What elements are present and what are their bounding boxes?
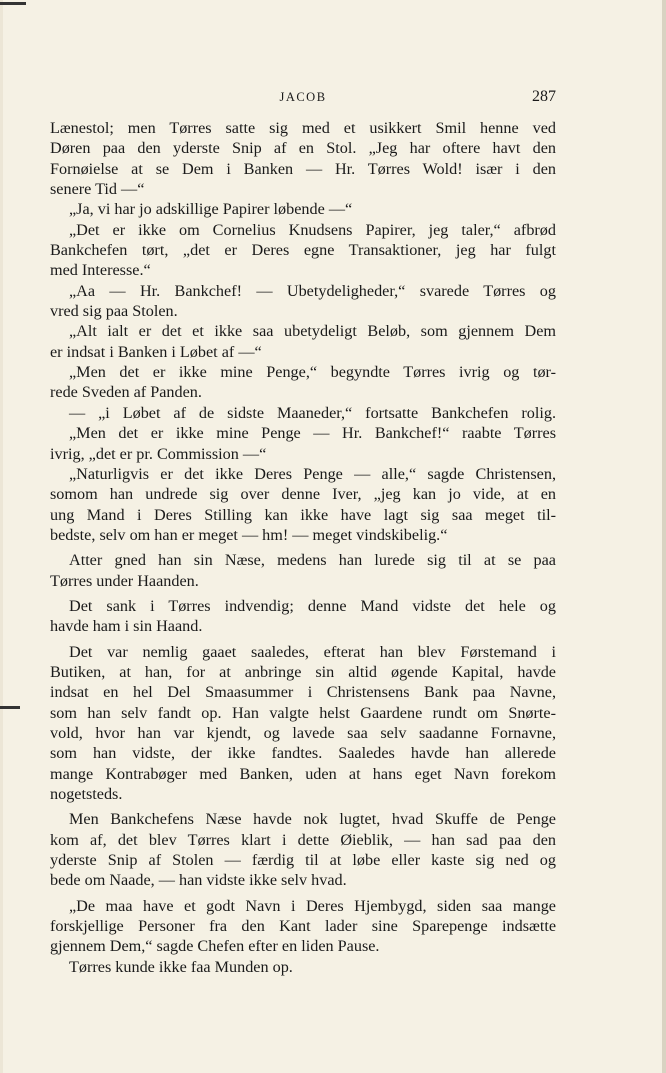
text-line: „Aa — Hr. Bankchef! — Ubetydeligheder,“ svarede Tørres og [69,281,556,300]
text-line: er indsat i Banken i Løbet af —“ [50,342,262,361]
text-line: ung Mand i Deres Stilling kan ikke have lagt sig saa meget til- [50,505,556,524]
text-line: senere Tid —“ [50,180,145,199]
running-head: JACOB [279,90,327,104]
text-line: „Alt ialt er det et ikke saa ubetydeligt Beløb, som gjennem Dem [69,322,556,341]
text-line: bedste, selv om han er meget — hm! — meget vindskibelig.“ [50,525,448,544]
text-line: som han vidste, der ikke fandtes. Saaledes havde han allerede [50,744,556,763]
scan-mark-top [0,2,26,5]
text-line: nogetsteds. [50,785,123,803]
text-line: med Interesse.“ [50,261,151,280]
text-line: yderste Snip af Stolen — færdig til at løbe eller kaste sig ned og [50,851,556,870]
text-line: havde ham i sin Haand. [50,617,203,636]
text-line: — „i Løbet af de sidste Maaneder,“ fortsatte Bankchefen rolig. [69,403,556,422]
text-line: indsat en hel Del Smaasummer i Christensens Bank paa Navne, [50,683,556,702]
text-line: rede Sveden af Panden. [50,383,202,402]
text-line: mange Kontrabøger med Banken, uden at hans eget Navn forekom [50,764,556,783]
text-line: Tørres kunde ikke faa Munden op. [69,957,293,976]
text-line: Det var nemlig gaaet saaledes, efterat han blev Førstemand i [69,642,556,661]
page-edge-right [662,0,666,1073]
text-line: Atter gned han sin Næse, medens han lurede sig til at se paa [69,551,556,570]
text-line: Bankchefen tørt, „det er Deres egne Transaktioner, jeg har fulgt [50,241,556,260]
text-line: Butiken, at han, for at anbringe sin altid øgende Kapital, havde [50,662,556,681]
text-line: „De maa have et godt Navn i Deres Hjembygd, siden saa mange [69,896,556,915]
text-line: „Naturligvis er det ikke Deres Penge — alle,“ sagde Christensen, [69,464,556,483]
text-line: somom han undrede sig over denne Iver, „jeg kan jo vide, at en [50,485,556,504]
text-line: som han selv fandt op. Han valgte helst Gaardene rundt om Snørte- [50,703,556,722]
page-number: 287 [532,88,556,105]
text-line: vred sig paa Stolen. [50,302,178,321]
text-line: „Men det er ikke mine Penge — Hr. Bankchef!“ raabte Tørres [69,424,556,443]
text-line: Det sank i Tørres indvendig; denne Mand vidste det hele og [69,596,556,615]
page-header [50,88,556,112]
body-text [50,118,556,977]
text-line: forskjellige Personer fra den Kant lader sine Sparepenge indsætte [50,917,556,936]
scan-mark-left [0,706,20,709]
text-line: Tørres under Haanden. [50,571,199,590]
page-edge-left [0,0,3,1073]
text-line: vold, hvor han var kjendt, og lavede saa selv saadanne Fornavne, [50,723,556,742]
text-line: „Det er ikke om Cornelius Knudsens Papirer, jeg taler,“ afbrød [69,220,556,239]
text-line: Fornøielse at se Dem i Banken — Hr. Tørres Wold! især i den [50,159,556,178]
text-line: Men Bankchefens Næse havde nok lugtet, hvad Skuffe de Penge [69,810,556,829]
text-line: Døren paa den yderste Snip af en Stol. „Jeg har oftere havt den [50,139,556,158]
text-line: „Ja, vi har jo adskillige Papirer løbende —“ [69,200,353,219]
text-line: bede om Naade, — han vidste ikke selv hvad. [50,871,347,890]
text-line: „Men det er ikke mine Penge,“ begyndte Tørres ivrig og tør- [69,363,556,382]
text-line: kom af, det blev Tørres klart i dette Øieblik, — han sad paa den [50,830,556,849]
text-line: gjennem Dem,“ sagde Chefen efter en liden Pause. [50,937,380,956]
text-line: Lænestol; men Tørres satte sig med et usikkert Smil henne ved [50,119,556,137]
text-line: ivrig, „det er pr. Commission —“ [50,444,267,463]
